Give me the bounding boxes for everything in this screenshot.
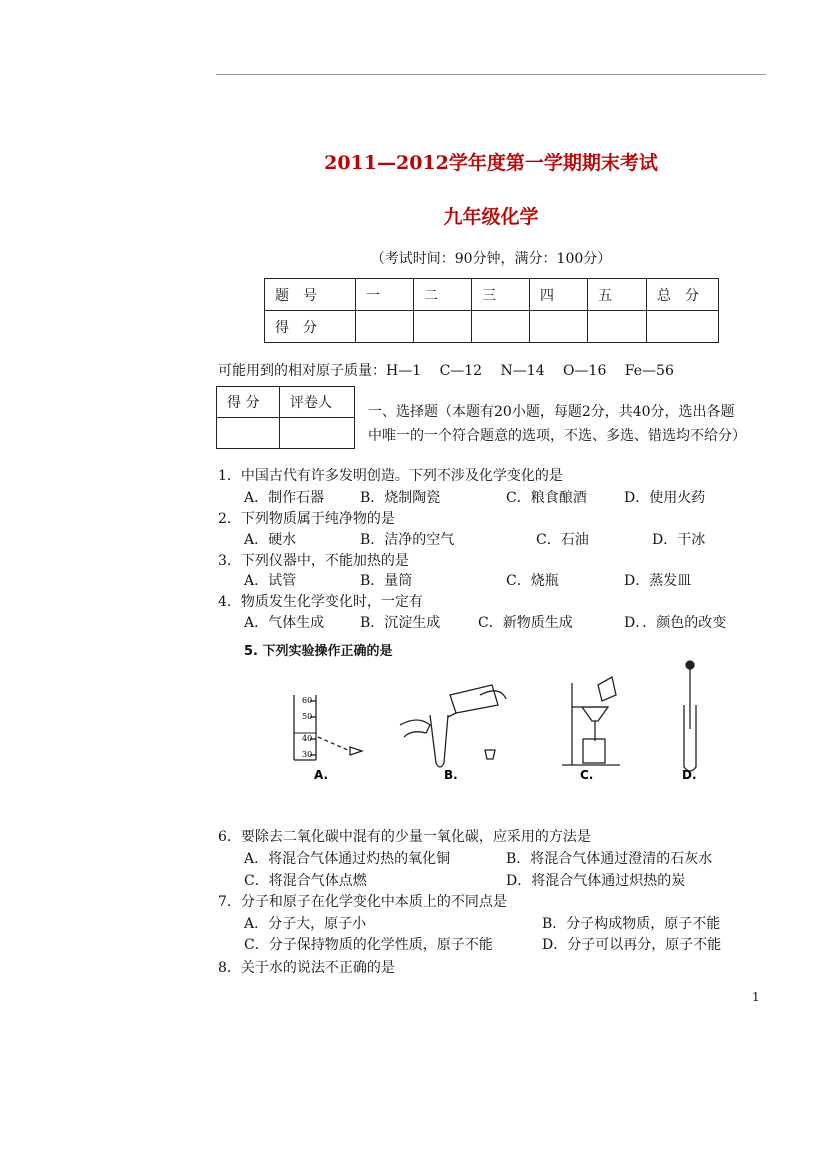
question-3-option: C．烧瓶 (506, 573, 559, 589)
score-blank (588, 311, 647, 343)
score-blank (414, 311, 472, 343)
question-6-option: B．将混合气体通过澄清的石灰水 (506, 851, 713, 867)
question-4-stem: 4．物质发生化学变化时，一定有 (218, 594, 423, 610)
grader-score-label: 得 分 (217, 387, 280, 418)
exam-title: 2011—2012学年度第一学期期末考试 (324, 152, 658, 174)
section-intro (368, 400, 768, 448)
question-2-stem: 2．下列物质属于纯净物的是 (218, 511, 395, 527)
question-2-option: B．洁净的空气 (360, 532, 455, 548)
question-7-option: A．分子大，原子小 (244, 916, 367, 932)
question-3-stem: 3．下列仪器中，不能加热的是 (218, 553, 409, 569)
figure-label-a: A. (314, 768, 329, 782)
figure-label-c: C. (580, 768, 594, 782)
exam-subject: 九年级化学 (443, 206, 539, 228)
page-number: 1 (752, 990, 760, 1004)
question-2-option: D．干冰 (652, 532, 706, 548)
figure-label-d: D. (682, 768, 697, 782)
question-6-option: C．将混合气体点燃 (244, 873, 367, 889)
score-header-row (265, 279, 719, 311)
score-cell: 题 号 (265, 279, 356, 311)
section-intro-line: 一、选择题（本题有20小题，每题2分，共40分，选出各题 (368, 404, 735, 420)
question-2-option: C．石油 (536, 532, 589, 548)
question-1-option: B．烧制陶瓷 (360, 490, 441, 506)
scale-mark: 60 (302, 696, 313, 705)
pouring-liquid-figure (400, 685, 506, 767)
question-1-option: A．制作石器 (244, 490, 325, 506)
question-8-stem: 8．关于水的说法不正确的是 (218, 960, 395, 976)
filtration-figure (562, 677, 620, 765)
question-5-stem: 5. 下列实验操作正确的是 (244, 644, 393, 659)
score-table (264, 278, 719, 343)
score-blank (472, 311, 530, 343)
grader-blank (217, 418, 280, 449)
question-1-stem: 1．中国古代有许多发明创造。下列不涉及化学变化的是 (218, 468, 563, 484)
experiment-illustrations (280, 655, 720, 785)
question-1-option: D．使用火药 (624, 490, 706, 506)
question-2-option: A．硬水 (244, 532, 297, 548)
question-3-option: A．试管 (244, 573, 297, 589)
score-cell: 二 (414, 279, 472, 311)
score-cell: 三 (472, 279, 530, 311)
question-1-option: C．粮食酿酒 (506, 490, 587, 506)
score-blank (356, 311, 414, 343)
figure-label-b: B. (444, 768, 458, 782)
score-cell: 五 (588, 279, 647, 311)
exam-meta: （考试时间：90分钟，满分：100分） (370, 251, 612, 267)
score-cell: 总 分 (647, 279, 719, 311)
score-cell: 一 (356, 279, 414, 311)
question-4-option: B．沉淀生成 (360, 615, 441, 631)
scale-mark: 50 (302, 712, 313, 721)
question-7-option: C．分子保持物质的化学性质，原子不能 (244, 937, 493, 953)
scale-mark: 30 (302, 750, 313, 759)
question-3-option: D．蒸发皿 (624, 573, 692, 589)
score-value-row (265, 311, 719, 343)
question-6-option: D．将混合气体通过炽热的炭 (506, 873, 686, 889)
atomic-masses: 可能用到的相对原子质量：H—1 C—12 N—14 O—16 Fe—56 (218, 363, 674, 379)
grader-name-label: 评卷人 (280, 387, 355, 418)
header-rule (216, 74, 766, 75)
question-4-option: A．气体生成 (244, 615, 325, 631)
dropper-figure (684, 661, 696, 771)
question-7-option: B．分子构成物质，原子不能 (542, 916, 721, 932)
scale-mark: 40 (302, 734, 313, 743)
question-6-stem: 6．要除去二氧化碳中混有的少量一氧化碳，应采用的方法是 (218, 829, 591, 845)
grader-blank (280, 418, 355, 449)
question-3-option: B．量筒 (360, 573, 413, 589)
question-6-option: A．将混合气体通过灼热的氧化铜 (244, 851, 451, 867)
section-intro-line: 中唯一的一个符合题意的选项，不选、多选、错选均不给分） (368, 428, 746, 444)
question-4-option: D．．颜色的改变 (624, 615, 727, 631)
score-cell: 四 (530, 279, 588, 311)
question-4-option: C．新物质生成 (478, 615, 573, 631)
score-blank (530, 311, 588, 343)
question-7-stem: 7．分子和原子在化学变化中本质上的不同点是 (218, 894, 507, 910)
score-cell: 得 分 (265, 311, 356, 343)
score-blank (647, 311, 719, 343)
grader-table (216, 386, 355, 449)
question-7-option: D．分子可以再分，原子不能 (542, 937, 722, 953)
